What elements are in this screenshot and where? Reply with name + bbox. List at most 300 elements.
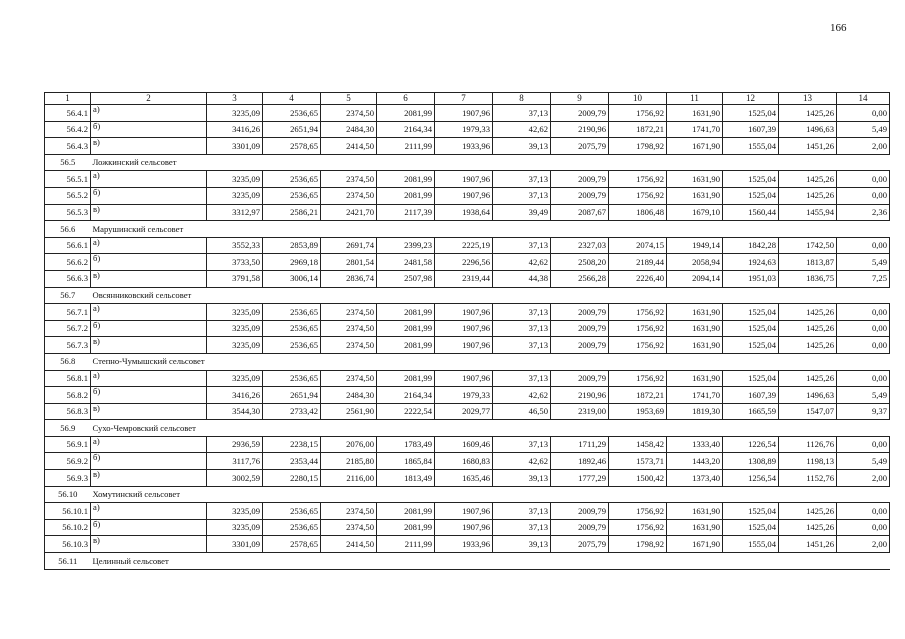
section-code: 56.5 [45, 154, 91, 171]
table-cell: 3117,76 [207, 453, 263, 470]
table-cell: 2374,50 [321, 304, 377, 321]
table-cell: 37,13 [493, 304, 551, 321]
table-cell: 37,13 [493, 370, 551, 387]
table-cell: 1451,26 [779, 138, 837, 155]
table-cell: 2081,99 [377, 503, 435, 520]
table-cell: 2536,65 [263, 370, 321, 387]
table-row [45, 370, 890, 387]
table-cell: 2009,79 [551, 337, 609, 354]
table-cell: 1308,89 [723, 453, 779, 470]
table-cell: 0,00 [837, 304, 890, 321]
table-cell: 44,38 [493, 270, 551, 287]
table-cell: 2238,15 [263, 436, 321, 453]
table-cell: 2189,44 [609, 254, 667, 271]
table-cell: 42,62 [493, 387, 551, 404]
table-cell: 5,49 [837, 254, 890, 271]
section-code: 56.7 [45, 287, 91, 304]
table-cell: 2009,79 [551, 370, 609, 387]
table-cell: 1756,92 [609, 337, 667, 354]
table-cell: 1933,96 [435, 138, 493, 155]
table-row [45, 503, 890, 520]
table-cell: 2029,77 [435, 403, 493, 420]
table-cell: 1555,04 [723, 138, 779, 155]
table-cell: 1609,46 [435, 436, 493, 453]
table-cell: 1635,46 [435, 470, 493, 487]
section-title: Целинный сельсовет [91, 553, 263, 570]
section-code: 56.6 [45, 221, 91, 238]
row-category: б) [91, 519, 207, 536]
table-row [45, 470, 890, 487]
table-cell: 2081,99 [377, 105, 435, 122]
table-cell: 3235,09 [207, 320, 263, 337]
section-title: Марушинский сельсовет [91, 221, 263, 238]
table-cell: 1525,04 [723, 304, 779, 321]
row-category: б) [91, 453, 207, 470]
table-cell: 2414,50 [321, 138, 377, 155]
table-cell: 2327,03 [551, 237, 609, 254]
table-cell: 1631,90 [667, 337, 723, 354]
table-cell: 2116,00 [321, 470, 377, 487]
table-cell: 2319,44 [435, 270, 493, 287]
table-cell: 2374,50 [321, 105, 377, 122]
table-cell: 1631,90 [667, 105, 723, 122]
row-code: 56.5.1 [45, 171, 91, 188]
table-cell: 1777,29 [551, 470, 609, 487]
table-cell: 1756,92 [609, 105, 667, 122]
row-category: б) [91, 320, 207, 337]
table-cell: 0,00 [837, 237, 890, 254]
table-cell: 1953,69 [609, 403, 667, 420]
table-cell: 3006,14 [263, 270, 321, 287]
row-category: а) [91, 370, 207, 387]
table-cell: 2,00 [837, 138, 890, 155]
table-cell: 0,00 [837, 436, 890, 453]
table-cell: 1126,76 [779, 436, 837, 453]
table-cell: 1425,26 [779, 370, 837, 387]
row-category: б) [91, 121, 207, 138]
table-cell: 1671,90 [667, 138, 723, 155]
section-code: 56.10 [45, 486, 91, 503]
table-cell: 1798,92 [609, 536, 667, 553]
table-cell: 1525,04 [723, 503, 779, 520]
table-cell: 2936,59 [207, 436, 263, 453]
table-cell: 39,49 [493, 204, 551, 221]
table-cell: 2009,79 [551, 187, 609, 204]
row-category: а) [91, 105, 207, 122]
row-category: в) [91, 403, 207, 420]
table-cell: 1924,63 [723, 254, 779, 271]
table-cell: 1256,54 [723, 470, 779, 487]
table-cell: 1443,20 [667, 453, 723, 470]
row-code: 56.7.1 [45, 304, 91, 321]
table-cell: 0,00 [837, 320, 890, 337]
table-cell: 3312,97 [207, 204, 263, 221]
table-cell: 42,62 [493, 121, 551, 138]
table-cell: 5,49 [837, 121, 890, 138]
table-cell: 1152,76 [779, 470, 837, 487]
table-cell: 3235,09 [207, 337, 263, 354]
table-cell: 1547,07 [779, 403, 837, 420]
table-cell: 2374,50 [321, 171, 377, 188]
row-code: 56.6.1 [45, 237, 91, 254]
section-spacer [263, 420, 890, 437]
table-cell: 3552,33 [207, 237, 263, 254]
section-title: Овсянниковский сельсовет [91, 287, 263, 304]
table-cell: 1555,04 [723, 536, 779, 553]
row-category: в) [91, 138, 207, 155]
table-cell: 0,00 [837, 105, 890, 122]
table-row [45, 337, 890, 354]
table-cell: 1907,96 [435, 105, 493, 122]
table-cell: 42,62 [493, 453, 551, 470]
row-category: б) [91, 254, 207, 271]
table-cell: 1631,90 [667, 503, 723, 520]
table-cell: 1842,28 [723, 237, 779, 254]
table-cell: 2280,15 [263, 470, 321, 487]
table-cell: 2374,50 [321, 187, 377, 204]
section-row [45, 353, 890, 370]
table-cell: 3301,09 [207, 138, 263, 155]
table-cell: 2009,79 [551, 519, 609, 536]
row-code: 56.9.3 [45, 470, 91, 487]
table-cell: 2058,94 [667, 254, 723, 271]
table-cell: 1783,49 [377, 436, 435, 453]
row-category: в) [91, 470, 207, 487]
table-cell: 2319,00 [551, 403, 609, 420]
table-cell: 2,00 [837, 536, 890, 553]
table-cell: 1907,96 [435, 304, 493, 321]
column-header: 14 [837, 93, 890, 105]
section-spacer [263, 353, 890, 370]
table-cell: 1836,75 [779, 270, 837, 287]
table-cell: 1742,50 [779, 237, 837, 254]
row-code: 56.9.1 [45, 436, 91, 453]
table-cell: 1907,96 [435, 187, 493, 204]
section-row [45, 221, 890, 238]
table-cell: 0,00 [837, 370, 890, 387]
table-cell: 39,13 [493, 470, 551, 487]
table-cell: 2561,90 [321, 403, 377, 420]
section-title: Сухо-Чемровский сельсовет [91, 420, 263, 437]
table-cell: 2087,67 [551, 204, 609, 221]
table-cell: 2536,65 [263, 105, 321, 122]
table-cell: 2484,30 [321, 121, 377, 138]
table-cell: 2009,79 [551, 171, 609, 188]
table-cell: 1938,64 [435, 204, 493, 221]
table-cell: 2414,50 [321, 536, 377, 553]
table-cell: 2081,99 [377, 337, 435, 354]
row-code: 56.8.1 [45, 370, 91, 387]
table-cell: 2094,14 [667, 270, 723, 287]
table-cell: 1500,42 [609, 470, 667, 487]
table-row [45, 403, 890, 420]
column-header: 6 [377, 93, 435, 105]
table-row [45, 304, 890, 321]
table-cell: 5,49 [837, 387, 890, 404]
section-title: Ложкинский сельсовет [91, 154, 263, 171]
table-cell: 2536,65 [263, 337, 321, 354]
table-cell: 2,36 [837, 204, 890, 221]
table-cell: 2374,50 [321, 337, 377, 354]
table-cell: 1226,54 [723, 436, 779, 453]
row-code: 56.10.2 [45, 519, 91, 536]
table-cell: 1711,29 [551, 436, 609, 453]
table-cell: 2536,65 [263, 320, 321, 337]
section-spacer [263, 287, 890, 304]
table-cell: 1425,26 [779, 105, 837, 122]
section-spacer [263, 154, 890, 171]
table-row [45, 237, 890, 254]
header-row [45, 93, 890, 105]
table-cell: 3416,26 [207, 387, 263, 404]
table-cell: 3235,09 [207, 503, 263, 520]
table-cell: 2226,40 [609, 270, 667, 287]
table-cell: 37,13 [493, 320, 551, 337]
table-cell: 3235,09 [207, 304, 263, 321]
row-category: а) [91, 237, 207, 254]
table-cell: 2075,79 [551, 138, 609, 155]
table-cell: 2374,50 [321, 370, 377, 387]
table-cell: 1631,90 [667, 304, 723, 321]
table-cell: 1425,26 [779, 519, 837, 536]
row-category: в) [91, 204, 207, 221]
section-row [45, 287, 890, 304]
table-cell: 0,00 [837, 171, 890, 188]
table-cell: 2009,79 [551, 503, 609, 520]
table-cell: 2081,99 [377, 304, 435, 321]
table-row [45, 187, 890, 204]
table-cell: 2507,98 [377, 270, 435, 287]
table-cell: 1819,30 [667, 403, 723, 420]
table-cell: 37,13 [493, 187, 551, 204]
table-cell: 2081,99 [377, 171, 435, 188]
section-title: Степно-Чумышский сельсовет [91, 353, 263, 370]
row-category: б) [91, 187, 207, 204]
table-cell: 2484,30 [321, 387, 377, 404]
table-cell: 1525,04 [723, 337, 779, 354]
table-cell: 1872,21 [609, 121, 667, 138]
table-cell: 9,37 [837, 403, 890, 420]
column-header: 12 [723, 93, 779, 105]
table-cell: 1907,96 [435, 370, 493, 387]
table-cell: 1496,63 [779, 387, 837, 404]
table-cell: 1525,04 [723, 519, 779, 536]
row-category: б) [91, 387, 207, 404]
table-cell: 2578,65 [263, 138, 321, 155]
table-cell: 37,13 [493, 436, 551, 453]
table-cell: 1756,92 [609, 304, 667, 321]
table-cell: 2536,65 [263, 187, 321, 204]
table-cell: 3002,59 [207, 470, 263, 487]
table-cell: 2190,96 [551, 387, 609, 404]
column-header: 5 [321, 93, 377, 105]
table-row [45, 453, 890, 470]
table-cell: 0,00 [837, 503, 890, 520]
table-cell: 1907,96 [435, 320, 493, 337]
row-category: в) [91, 536, 207, 553]
table-cell: 3544,30 [207, 403, 263, 420]
table-cell: 1425,26 [779, 187, 837, 204]
table-cell: 37,13 [493, 519, 551, 536]
table-row [45, 387, 890, 404]
section-spacer [263, 486, 890, 503]
section-spacer [263, 553, 890, 570]
table-cell: 39,13 [493, 138, 551, 155]
table-cell: 2651,94 [263, 387, 321, 404]
table-cell: 1756,92 [609, 519, 667, 536]
table-cell: 1813,49 [377, 470, 435, 487]
table-cell: 1373,40 [667, 470, 723, 487]
table-cell: 1756,92 [609, 171, 667, 188]
table-cell: 2374,50 [321, 320, 377, 337]
table-cell: 37,13 [493, 237, 551, 254]
table-cell: 1198,13 [779, 453, 837, 470]
table-cell: 2081,99 [377, 187, 435, 204]
row-code: 56.10.1 [45, 503, 91, 520]
table-cell: 2009,79 [551, 320, 609, 337]
table-cell: 3235,09 [207, 370, 263, 387]
table-cell: 46,50 [493, 403, 551, 420]
table-cell: 37,13 [493, 503, 551, 520]
section-code: 56.9 [45, 420, 91, 437]
table-cell: 1425,26 [779, 320, 837, 337]
table-cell: 0,00 [837, 187, 890, 204]
table-cell: 1425,26 [779, 304, 837, 321]
table-cell: 2374,50 [321, 503, 377, 520]
column-header: 3 [207, 93, 263, 105]
table-cell: 1949,14 [667, 237, 723, 254]
row-category: в) [91, 270, 207, 287]
row-category: а) [91, 304, 207, 321]
table-cell: 2081,99 [377, 320, 435, 337]
table-cell: 1933,96 [435, 536, 493, 553]
tariff-table [44, 92, 890, 570]
table-cell: 1806,48 [609, 204, 667, 221]
table-cell: 2009,79 [551, 105, 609, 122]
section-row [45, 154, 890, 171]
table-cell: 2536,65 [263, 519, 321, 536]
row-code: 56.6.2 [45, 254, 91, 271]
table-cell: 1679,10 [667, 204, 723, 221]
section-code: 56.11 [45, 553, 91, 570]
column-header: 1 [45, 93, 91, 105]
table-cell: 1892,46 [551, 453, 609, 470]
table-cell: 1425,26 [779, 171, 837, 188]
table-cell: 1333,40 [667, 436, 723, 453]
table-cell: 1680,83 [435, 453, 493, 470]
column-header: 2 [91, 93, 207, 105]
table-cell: 1798,92 [609, 138, 667, 155]
section-row [45, 486, 890, 503]
table-cell: 2081,99 [377, 519, 435, 536]
table-cell: 3416,26 [207, 121, 263, 138]
table-row [45, 320, 890, 337]
row-code: 56.8.2 [45, 387, 91, 404]
table-cell: 1631,90 [667, 187, 723, 204]
row-category: а) [91, 436, 207, 453]
table-row [45, 270, 890, 287]
table-cell: 2969,18 [263, 254, 321, 271]
table-row [45, 171, 890, 188]
row-code: 56.5.2 [45, 187, 91, 204]
table-cell: 1631,90 [667, 320, 723, 337]
table-cell: 2164,34 [377, 387, 435, 404]
table-cell: 3235,09 [207, 187, 263, 204]
table-cell: 1979,33 [435, 387, 493, 404]
table-cell: 1907,96 [435, 337, 493, 354]
table-cell: 37,13 [493, 337, 551, 354]
table-cell: 0,00 [837, 519, 890, 536]
column-header: 8 [493, 93, 551, 105]
table-cell: 2836,74 [321, 270, 377, 287]
table-cell: 1425,26 [779, 337, 837, 354]
table-cell: 1455,94 [779, 204, 837, 221]
table-cell: 3791,58 [207, 270, 263, 287]
table-cell: 5,49 [837, 453, 890, 470]
page-number: 166 [830, 22, 847, 34]
row-code: 56.6.3 [45, 270, 91, 287]
table-cell: 2225,19 [435, 237, 493, 254]
row-code: 56.4.3 [45, 138, 91, 155]
table-cell: 1525,04 [723, 187, 779, 204]
table-cell: 2399,23 [377, 237, 435, 254]
row-code: 56.4.1 [45, 105, 91, 122]
table-cell: 2164,34 [377, 121, 435, 138]
row-code: 56.5.3 [45, 204, 91, 221]
table-cell: 2578,65 [263, 536, 321, 553]
table-cell: 3301,09 [207, 536, 263, 553]
table-cell: 1979,33 [435, 121, 493, 138]
table-cell: 1951,03 [723, 270, 779, 287]
table-cell: 37,13 [493, 105, 551, 122]
table-row [45, 121, 890, 138]
table-cell: 2586,21 [263, 204, 321, 221]
table-cell: 1525,04 [723, 320, 779, 337]
table-cell: 2117,39 [377, 204, 435, 221]
table-cell: 1907,96 [435, 503, 493, 520]
row-code: 56.8.3 [45, 403, 91, 420]
section-row [45, 420, 890, 437]
table-cell: 1756,92 [609, 370, 667, 387]
table-cell: 2508,20 [551, 254, 609, 271]
table-cell: 2081,99 [377, 370, 435, 387]
table-cell: 1425,26 [779, 503, 837, 520]
row-category: а) [91, 503, 207, 520]
table-cell: 1496,63 [779, 121, 837, 138]
table-cell: 2111,99 [377, 536, 435, 553]
row-code: 56.9.2 [45, 453, 91, 470]
table-cell: 2374,50 [321, 519, 377, 536]
row-code: 56.4.2 [45, 121, 91, 138]
table-cell: 2536,65 [263, 304, 321, 321]
table-cell: 1907,96 [435, 519, 493, 536]
table-cell: 2190,96 [551, 121, 609, 138]
table-row [45, 204, 890, 221]
table-cell: 2353,44 [263, 453, 321, 470]
table-cell: 1665,59 [723, 403, 779, 420]
column-header: 7 [435, 93, 493, 105]
table-cell: 2651,94 [263, 121, 321, 138]
table-cell: 1631,90 [667, 171, 723, 188]
table-cell: 2185,80 [321, 453, 377, 470]
table-cell: 42,62 [493, 254, 551, 271]
table-cell: 1451,26 [779, 536, 837, 553]
table-cell: 3235,09 [207, 519, 263, 536]
table-cell: 3235,09 [207, 171, 263, 188]
table-cell: 1741,70 [667, 121, 723, 138]
table-cell: 1631,90 [667, 519, 723, 536]
table-cell: 39,13 [493, 536, 551, 553]
